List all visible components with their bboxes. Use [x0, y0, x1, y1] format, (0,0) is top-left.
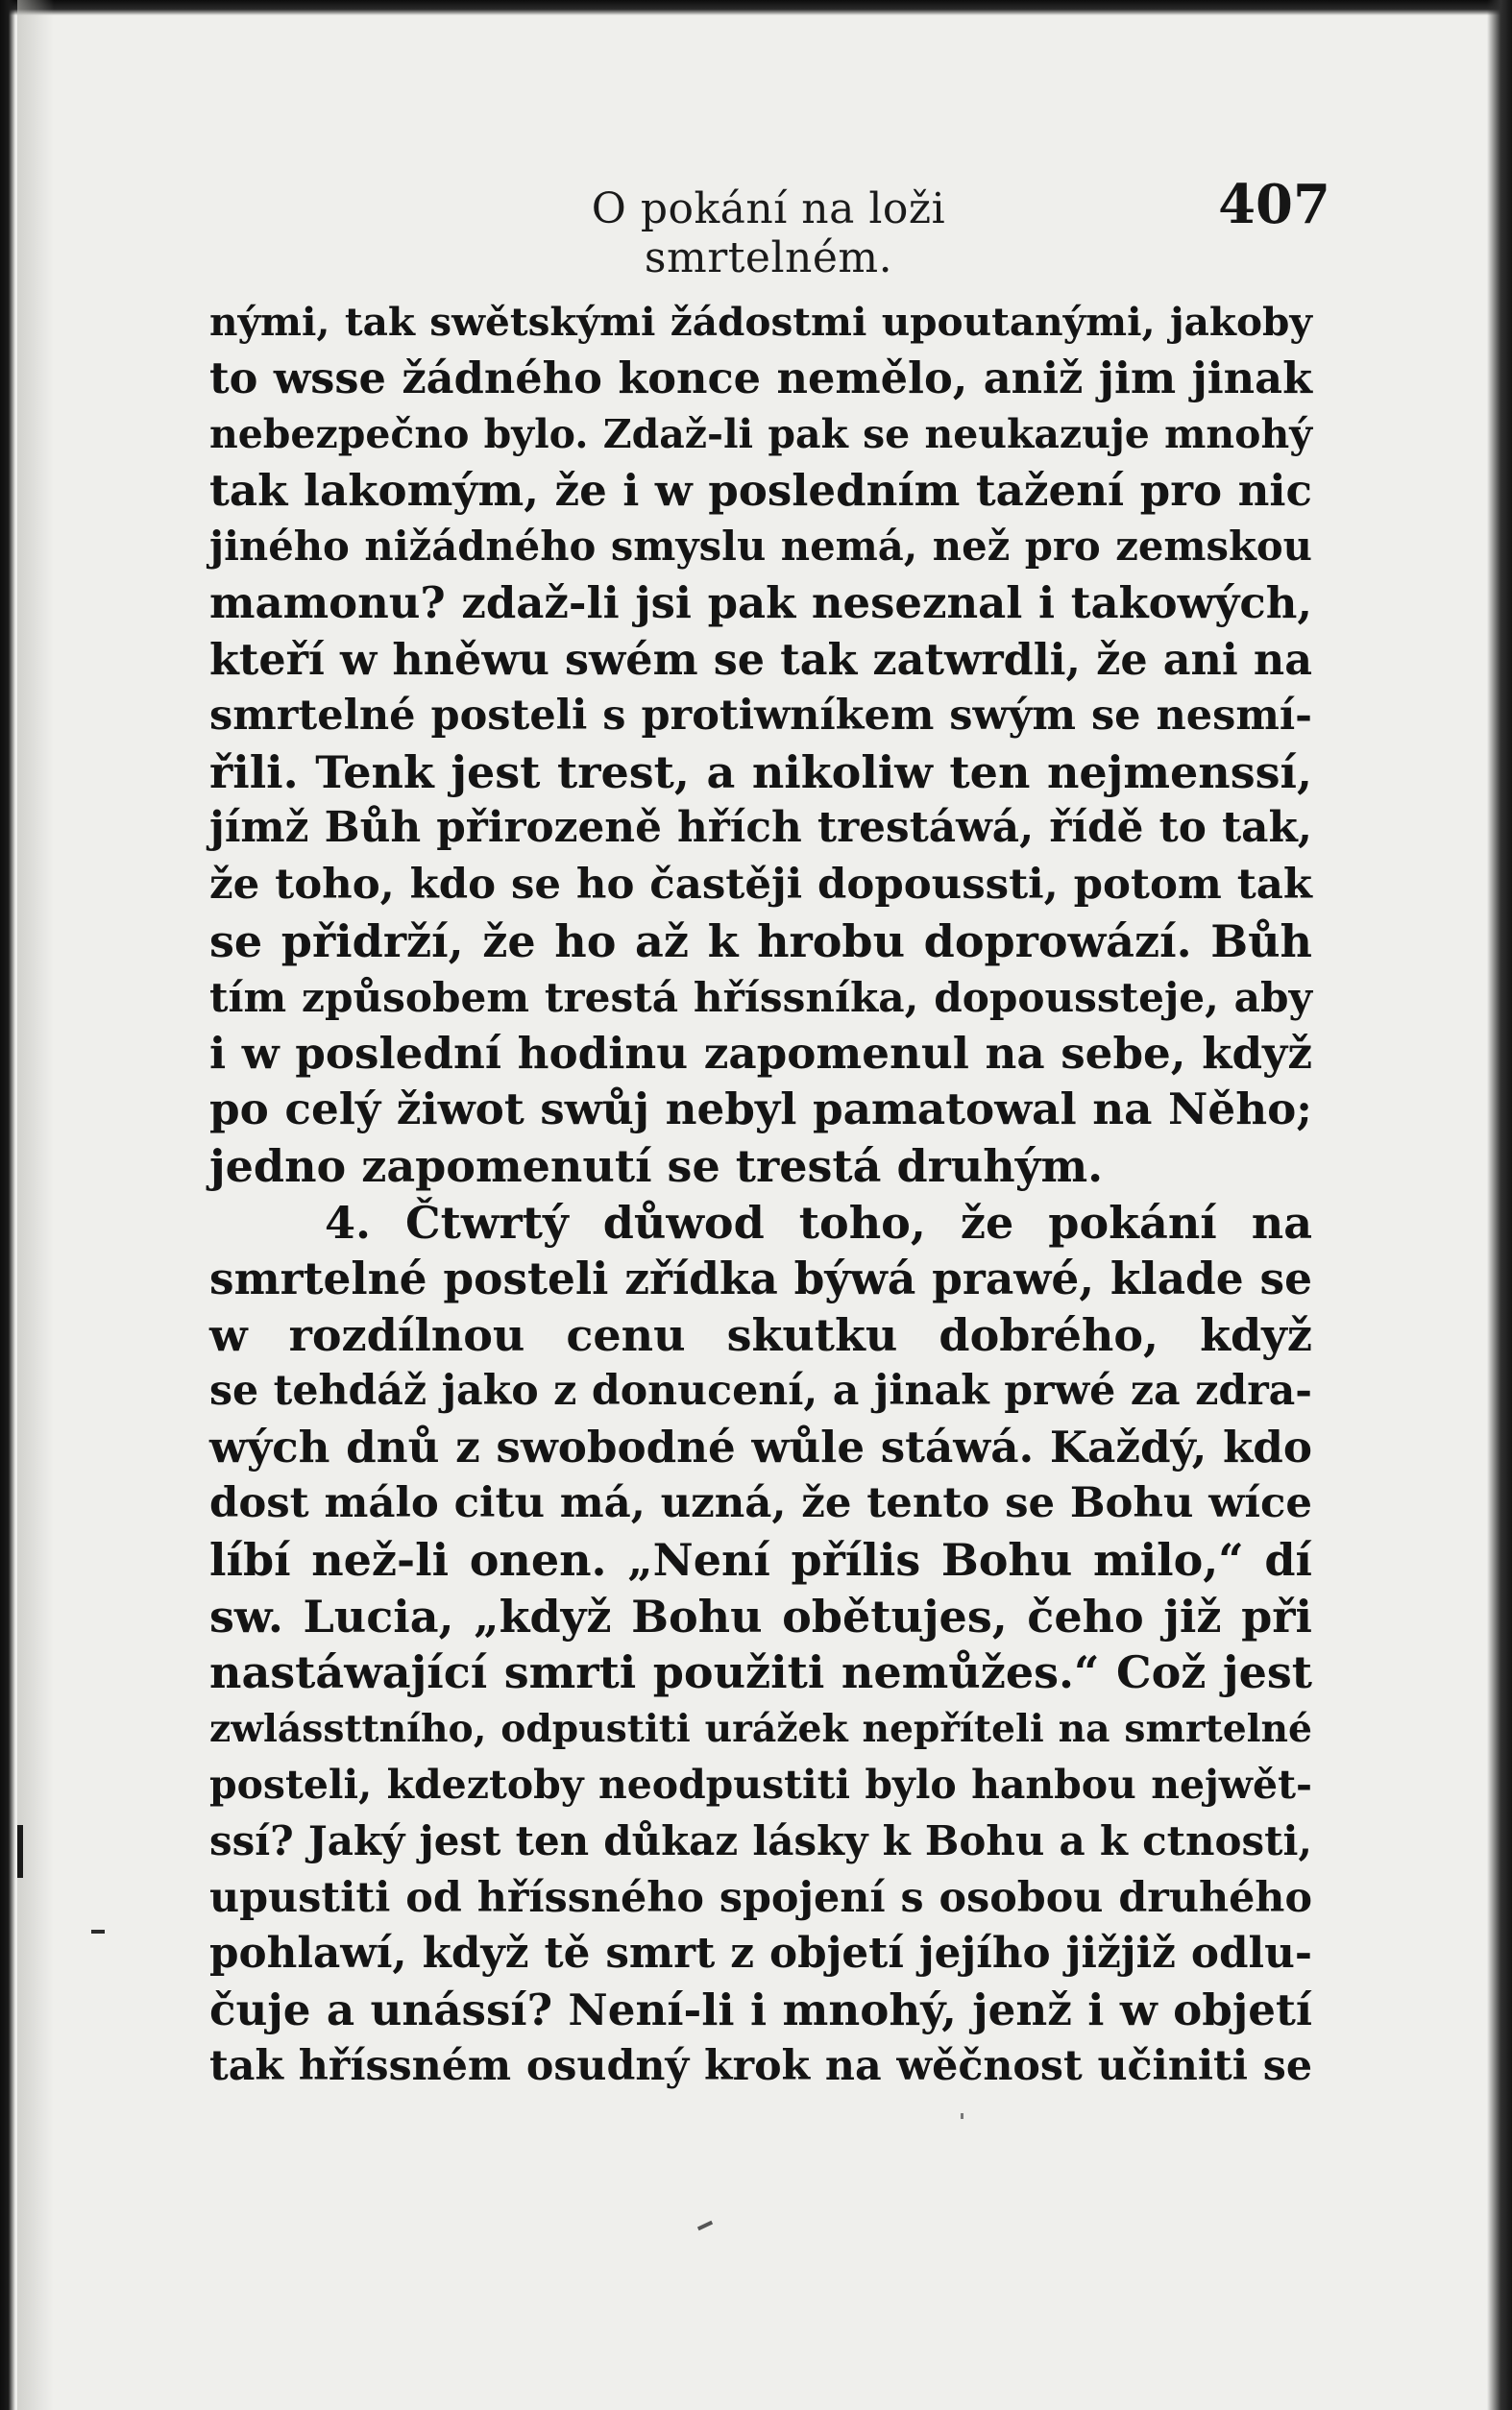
text-line: tak hříssném osudný krok na wěčnost učiniti se [209, 2042, 1312, 2091]
paper-speck [961, 2113, 963, 2119]
text-line: smrtelné posteli s protiwníkem swým se nesmí- [209, 692, 1312, 741]
text-line: líbí než-li onen. „Není přílis Bohu milo,“ dí [209, 1534, 1312, 1587]
text-line: dost málo citu má, uzná, že tento se Bohu wíce [209, 1478, 1312, 1528]
text-line: kteří w hněwu swém se tak zatwrdli, že ani na [209, 634, 1312, 685]
text-line: že toho, kdo se ho častěji dopoussti, potom tak [209, 859, 1312, 909]
text-line: po celý žiwot swůj nebyl pamatowal na Něho; [209, 1083, 1312, 1135]
text-line: tak lakomým, že i w posledním tažení pro nic [209, 464, 1312, 516]
text-line: řili. Tenk jest trest, a nikoliw ten nejmenssí, [209, 745, 1312, 798]
text-line: jímž Bůh přirozeně hřích trestáwá, řídě to tak, [209, 803, 1312, 853]
text-line: mamonu? zdaž-li jsi pak neseznal i takowých, [209, 576, 1312, 628]
text-line: zwlássttního, odpustiti urážek nepříteli na smrtelné [209, 1706, 1312, 1751]
paper-speck [91, 1930, 105, 1934]
running-title: O pokání na loži smrtelném. [591, 184, 946, 282]
text-line: sw. Lucia, „když Bohu obětujes, čeho již při [209, 1590, 1312, 1643]
text-line: upustiti od hříssného spojení s osobou druhého [209, 1873, 1312, 1922]
text-line: wých dnů z swobodné wůle stáwá. Každý, kdo [209, 1421, 1312, 1473]
text-line: ssí? Jaký jest ten důkaz lásky k Bohu a k ctnosti, [209, 1817, 1312, 1865]
text-line: pohlawí, když tě smrt z objetí jejího jižjiž odlu- [209, 1929, 1312, 1979]
text-line: nými, tak swětskými žádostmi upoutanými, jakoby [209, 299, 1312, 345]
text-line: se přidrží, že ho až k hrobu doprowází. Bůh [209, 914, 1312, 967]
text-line: posteli, kdeztoby neodpustiti bylo hanbou nejwět- [209, 1762, 1312, 1809]
body-text [209, 294, 1312, 2095]
paragraph-end-line: jedno zapomenutí se trestá druhým. [209, 1139, 1104, 1192]
paper-speck [17, 1825, 23, 1878]
text-line: i w poslední hodinu zapomenul na sebe, když [209, 1027, 1312, 1079]
text-line: w rozdílnou cenu skutku dobrého, když [209, 1308, 1312, 1361]
text-line: nastáwající smrti použiti nemůžes.“ Což jest [209, 1646, 1312, 1699]
text-line: jiného nižádného smyslu nemá, než pro zemskou [209, 523, 1312, 571]
text-line: to wsse žádného konce nemělo, aniž jim jinak [209, 352, 1312, 403]
text-line: smrtelné posteli zřídka býwá prawé, klade se [209, 1253, 1312, 1305]
text-line: čuje a unássí? Není-li i mnohý, jenž i w objetí [209, 1984, 1312, 2035]
page-number: 407 [1218, 173, 1330, 236]
text-line: tím způsobem trestá hříssníka, dopoussteje, aby [209, 973, 1312, 1022]
paper-speck [697, 2221, 713, 2230]
text-line: nebezpečno bylo. Zdaž-li pak se neukazuje mnohý [209, 411, 1312, 458]
text-line: se tehdáž jako z donucení, a jinak prwé za zdra- [209, 1367, 1312, 1416]
paragraph-start-line: 4. Čtwrtý důwod toho, že pokání na [325, 1196, 1312, 1249]
